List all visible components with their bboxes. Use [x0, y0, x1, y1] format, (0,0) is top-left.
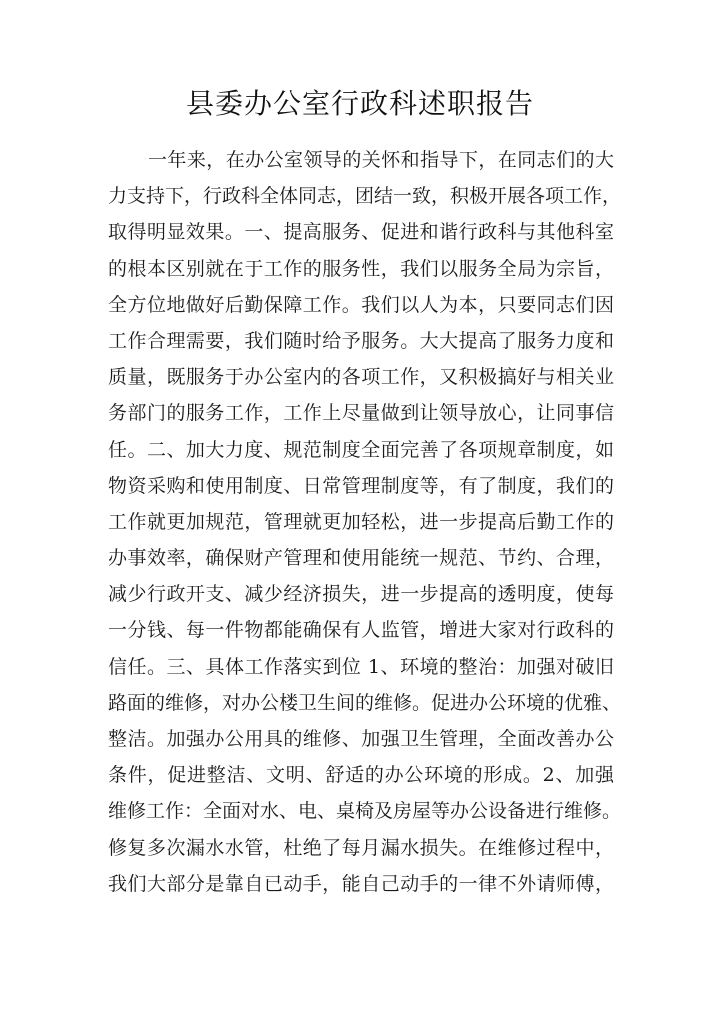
- body-line: 取得明显效果。一、提高服务、促进和谐行政科与其他科室: [108, 221, 614, 244]
- body-line: 的根本区别就在于工作的服务性，我们以服务全局为宗旨，: [108, 257, 614, 280]
- body-line: 工作合理需要，我们随时给予服务。大大提高了服务力度和: [108, 329, 614, 352]
- body-line: 全方位地做好后勤保障工作。我们以人为本，只要同志们因: [108, 293, 614, 316]
- body-line: 维修工作：全面对水、电、桌椅及房屋等办公设备进行维修。: [108, 800, 622, 823]
- body-line: 路面的维修，对办公楼卫生间的维修。促进办公环境的优雅、: [108, 691, 622, 714]
- body-line: 力支持下，行政科全体同志，团结一致，积极开展各项工作，: [108, 185, 622, 208]
- document-body: [108, 142, 622, 902]
- body-line: 一分钱、每一件物都能确保有人监管，增进大家对行政科的: [108, 619, 614, 642]
- body-line: 整洁。加强办公用具的维修、加强卫生管理，全面改善办公: [108, 728, 614, 750]
- body-line: 物资采购和使用制度、日常管理制度等，有了制度，我们的: [108, 474, 614, 497]
- body-line: 条件，促进整洁、文明、舒适的办公环境的形成。2、加强: [108, 764, 614, 787]
- body-line: 信任。三、具体工作落实到位 1、环境的整治：加强对破旧: [108, 655, 614, 678]
- body-line: 办事效率，确保财产管理和使用能统一规范、节约、合理，: [108, 547, 614, 570]
- body-line: 减少行政开支、减少经济损失，进一步提高的透明度，使每: [108, 583, 614, 606]
- body-line: 务部门的服务工作，工作上尽量做到让领导放心，让同事信: [108, 402, 614, 425]
- document-title: 县委办公室行政科述职报告: [185, 87, 534, 120]
- body-line: 任。二、加大力度、规范制度全面完善了各项规章制度，如: [108, 438, 614, 461]
- body-line: 质量，既服务于办公室内的各项工作，又积极搞好与相关业: [108, 366, 614, 389]
- body-line: 一年来，在办公室领导的关怀和指导下，在同志们的大: [148, 149, 614, 171]
- body-line: 修复多次漏水水管，杜绝了每月漏水损失。在维修过程中，: [108, 836, 614, 859]
- body-line: 我们大部分是靠自已动手，能自己动手的一律不外请师傅，: [108, 872, 614, 895]
- body-line: 工作就更加规范，管理就更加轻松，进一步提高后勤工作的: [108, 510, 614, 533]
